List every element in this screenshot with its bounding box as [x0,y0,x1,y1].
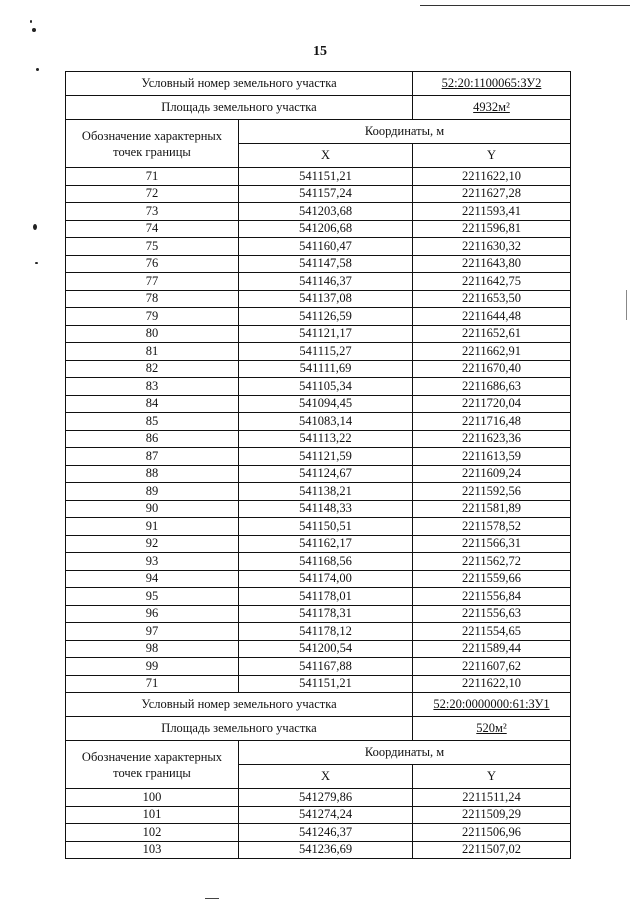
point-number: 88 [66,465,239,483]
table-row [66,675,571,693]
x-coordinate: 541138,21 [239,483,413,501]
point-number: 98 [66,640,239,658]
x-column-header: X [239,765,413,789]
point-number: 78 [66,290,239,308]
table-row [66,290,571,308]
table-row [66,588,571,606]
point-number: 75 [66,238,239,256]
y-coordinate: 2211559,66 [413,570,571,588]
y-coordinate: 2211686,63 [413,378,571,396]
points-column-header: Обозначение характерных точек границы [66,741,239,789]
x-coordinate: 541162,17 [239,535,413,553]
table-row [66,343,571,361]
point-number: 79 [66,308,239,326]
y-coordinate: 2211670,40 [413,360,571,378]
y-coordinate: 2211630,32 [413,238,571,256]
table-row [66,360,571,378]
point-number: 73 [66,203,239,221]
bottom-mark [205,898,219,899]
table-row [66,605,571,623]
table-row [66,789,571,807]
x-coordinate: 541083,14 [239,413,413,431]
x-coordinate: 541111,69 [239,360,413,378]
point-number: 71 [66,168,239,186]
point-number: 85 [66,413,239,431]
x-coordinate: 541160,47 [239,238,413,256]
y-coordinate: 2211511,24 [413,789,571,807]
y-coordinate: 2211589,44 [413,640,571,658]
table-row [66,395,571,413]
point-number: 80 [66,325,239,343]
y-coordinate: 2211652,61 [413,325,571,343]
coordinates-header: Координаты, м [239,741,571,765]
point-number: 77 [66,273,239,291]
x-coordinate: 541151,21 [239,168,413,186]
table-row [66,448,571,466]
parcel-area [413,96,571,120]
table-row [66,168,571,186]
point-number: 96 [66,605,239,623]
page-number: 15 [313,44,327,59]
x-coordinate: 541121,59 [239,448,413,466]
table-row [66,238,571,256]
point-number: 94 [66,570,239,588]
point-number: 86 [66,430,239,448]
y-coordinate: 2211643,80 [413,255,571,273]
table-row [66,518,571,536]
y-column-header: Y [413,765,571,789]
x-coordinate: 541200,54 [239,640,413,658]
x-column-header: X [239,144,413,168]
parcel-area-label: Площадь земельного участка [66,717,413,741]
parcel-area-row [66,717,571,741]
point-number: 83 [66,378,239,396]
table-row [66,413,571,431]
x-coordinate: 541137,08 [239,290,413,308]
column-header-row [66,120,571,144]
table-row [66,273,571,291]
table-row [66,185,571,203]
x-coordinate: 541146,37 [239,273,413,291]
x-coordinate: 541113,22 [239,430,413,448]
y-coordinate: 2211509,29 [413,806,571,824]
point-number: 102 [66,824,239,842]
x-coordinate: 541148,33 [239,500,413,518]
point-number: 103 [66,841,239,859]
y-coordinate: 2211596,81 [413,220,571,238]
y-coordinate: 2211581,89 [413,500,571,518]
y-coordinate: 2211662,91 [413,343,571,361]
coordinates-table [65,71,571,859]
table-row [66,824,571,842]
parcel-area-label: Площадь земельного участка [66,96,413,120]
parcel-area [413,717,571,741]
point-number: 93 [66,553,239,571]
table-row [66,553,571,571]
y-coordinate: 2211720,04 [413,395,571,413]
y-coordinate: 2211556,84 [413,588,571,606]
x-coordinate: 541168,56 [239,553,413,571]
x-coordinate: 541206,68 [239,220,413,238]
table-row [66,255,571,273]
y-coordinate: 2211622,10 [413,168,571,186]
x-coordinate: 541147,58 [239,255,413,273]
y-coordinate: 2211622,10 [413,675,571,693]
parcel-area-row [66,96,571,120]
table-row [66,841,571,859]
y-coordinate: 2211627,28 [413,185,571,203]
y-coordinate: 2211607,62 [413,658,571,676]
x-coordinate: 541105,34 [239,378,413,396]
x-coordinate: 541274,24 [239,806,413,824]
y-coordinate: 2211562,72 [413,553,571,571]
y-column-header: Y [413,144,571,168]
point-number: 74 [66,220,239,238]
x-coordinate: 541246,37 [239,824,413,842]
table-row [66,500,571,518]
y-coordinate: 2211642,75 [413,273,571,291]
table-row [66,378,571,396]
parcel-number-value: 52:20:0000000:61:ЗУ1 [433,697,550,711]
table-row [66,535,571,553]
x-coordinate: 541157,24 [239,185,413,203]
parcel-number-value: 52:20:1100065:ЗУ2 [441,76,542,90]
x-coordinate: 541178,01 [239,588,413,606]
table-row [66,325,571,343]
parcel-number-label: Условный номер земельного участка [66,693,413,717]
column-header-row [66,741,571,765]
point-number: 72 [66,185,239,203]
point-number: 97 [66,623,239,641]
table-row [66,623,571,641]
table-row [66,806,571,824]
table-row [66,203,571,221]
table-row [66,430,571,448]
y-coordinate: 2211609,24 [413,465,571,483]
x-coordinate: 541151,21 [239,675,413,693]
point-number: 92 [66,535,239,553]
y-coordinate: 2211556,63 [413,605,571,623]
y-coordinate: 2211592,56 [413,483,571,501]
point-number: 76 [66,255,239,273]
x-coordinate: 541203,68 [239,203,413,221]
table-row [66,308,571,326]
table-row [66,570,571,588]
x-coordinate: 541115,27 [239,343,413,361]
y-coordinate: 2211506,96 [413,824,571,842]
top-rule [420,5,630,6]
y-coordinate: 2211578,52 [413,518,571,536]
parcel-number-label: Условный номер земельного участка [66,72,413,96]
y-coordinate: 2211554,65 [413,623,571,641]
point-number: 101 [66,806,239,824]
x-coordinate: 541121,17 [239,325,413,343]
coordinates-header: Координаты, м [239,120,571,144]
parcel-number [413,693,571,717]
parcel-number-row [66,72,571,96]
table-row [66,658,571,676]
scan-edge-mark [626,290,627,320]
table-row [66,640,571,658]
y-coordinate: 2211716,48 [413,413,571,431]
point-number: 87 [66,448,239,466]
y-coordinate: 2211507,02 [413,841,571,859]
x-coordinate: 541126,59 [239,308,413,326]
point-number: 99 [66,658,239,676]
y-coordinate: 2211623,36 [413,430,571,448]
point-number: 95 [66,588,239,606]
parcel-area-value: 4932м² [473,100,510,114]
x-coordinate: 541174,00 [239,570,413,588]
y-coordinate: 2211593,41 [413,203,571,221]
y-coordinate: 2211613,59 [413,448,571,466]
table-row [66,220,571,238]
x-coordinate: 541167,88 [239,658,413,676]
table-row [66,483,571,501]
point-number: 89 [66,483,239,501]
x-coordinate: 541094,45 [239,395,413,413]
parcel-area-value: 520м² [476,721,507,735]
x-coordinate: 541279,86 [239,789,413,807]
table-row [66,465,571,483]
y-coordinate: 2211566,31 [413,535,571,553]
points-column-header: Обозначение характерных точек границы [66,120,239,168]
x-coordinate: 541150,51 [239,518,413,536]
x-coordinate: 541236,69 [239,841,413,859]
point-number: 90 [66,500,239,518]
point-number: 81 [66,343,239,361]
point-number: 84 [66,395,239,413]
parcel-number-row [66,693,571,717]
x-coordinate: 541124,67 [239,465,413,483]
y-coordinate: 2211644,48 [413,308,571,326]
point-number: 82 [66,360,239,378]
x-coordinate: 541178,12 [239,623,413,641]
point-number: 91 [66,518,239,536]
y-coordinate: 2211653,50 [413,290,571,308]
parcel-number [413,72,571,96]
x-coordinate: 541178,31 [239,605,413,623]
point-number: 100 [66,789,239,807]
point-number: 71 [66,675,239,693]
